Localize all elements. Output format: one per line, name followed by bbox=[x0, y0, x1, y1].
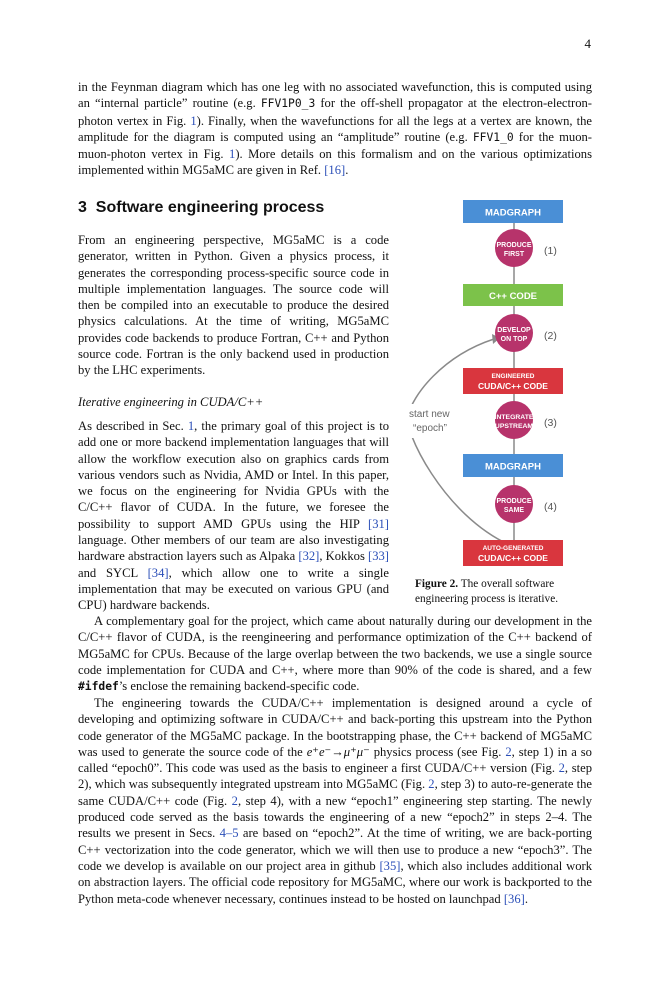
column-paragraph: From an engineering perspective, MG5aMC is a code generator, written in Python. Given a physics process, it generates the corresponding process-specific source code in multiple implementation languages. The source code will then be compiled into an executable to produce the desired physics calculations. At the time of writing, MG5aMC provides code backends to produce Fortran, C++ and Python source code. Fortran is the only backend used in production by the LHC experiments. bbox=[78, 233, 389, 378]
step-circle-label: INTEGRATE bbox=[494, 414, 534, 421]
page-number: 4 bbox=[584, 36, 591, 51]
step-circle-label: SAME bbox=[503, 507, 525, 514]
figure-caption-text: The overall software engineering process is iterative. bbox=[415, 578, 559, 605]
step-number: (2) bbox=[544, 330, 557, 342]
figure-ref-link[interactable]: 2 bbox=[428, 777, 435, 792]
loop-label-start: start new bbox=[409, 409, 450, 420]
section-title-text: Software engineering process bbox=[95, 199, 325, 216]
body-text: language. Other members of our team are also investigating hardware abstraction layers such as Alpaka bbox=[78, 533, 389, 564]
body-text: ’s enclose the remaining backend-specific code. bbox=[118, 679, 360, 694]
step-number: (1) bbox=[544, 245, 557, 257]
body-text: , step 1) in a so called “epoch0”. This code was used as the basis to engineer a first CUDA/C++ version (Fig. bbox=[78, 744, 592, 776]
intro-text: for the off-shell propagator at the electron-electron-photon vertex in Fig. bbox=[78, 96, 592, 128]
step-circle-label: ON TOP bbox=[500, 336, 528, 343]
body-text: A complementary goal for the project, which came about naturally during our development in the C/C++ flavor of CUDA, is the reengineering and performance optimization of the C++ backend of MG5aMC for CPUs. Because of the large overlap between the two backends, we use a single source code implementation for CUDA and C++, where more than 90% of the code is shared, and a few bbox=[78, 614, 592, 677]
section-ref-link[interactable]: 1 bbox=[187, 419, 195, 433]
citation-link[interactable]: [35] bbox=[379, 858, 401, 873]
body-text: , which also includes additional work on abstraction layers. The official code repository for MG5aMC, where our work is backported to the Python meta-code whenever necessary, continues instead to be hosted on launchpad bbox=[78, 858, 592, 906]
citation-link[interactable]: [31] bbox=[368, 516, 389, 531]
step-circle-label: PRODUCE bbox=[496, 242, 532, 249]
auto-generated-box-label: CUDA/C++ CODE bbox=[478, 553, 548, 563]
intro-text: in the Feynman diagram which has one leg with no associated wavefunction, this is computed using an “internal particle” routine (e.g. bbox=[78, 80, 592, 111]
step-circle-label: UPSTREAM bbox=[494, 423, 534, 430]
body-text: and SYCL bbox=[78, 565, 148, 580]
step-circle-label: FIRST bbox=[503, 251, 525, 258]
flowchart-svg bbox=[402, 196, 592, 576]
citation-link[interactable]: [36] bbox=[503, 891, 525, 906]
step-circle-label: DEVELOP bbox=[497, 327, 531, 334]
body-text: . bbox=[524, 891, 528, 906]
body-text: , step 3) to auto-re-generate the same CUDA/C++ code (Fig. bbox=[78, 777, 592, 808]
body-text: are based on “epoch2”. At the time of writing, we are back-porting C++ vectorization into the code generator, which we will then use to produce a new “epoch3”. The code we develop is available on our project area in github bbox=[78, 826, 592, 873]
step-circle-label: PRODUCE bbox=[496, 498, 532, 505]
body-text: , the primary goal of this project is to add one or more backend implementation languages that will allow the workflow execution also on graphics cards from various vendors such as Nvidia, AMD or Intel. In this paper, we focus on the engineering for Nvidia GPUs with the C/C++ flavor of CUDA. In the future, we foresee the possibility to support AMD GPUs using the HIP bbox=[78, 419, 389, 531]
step-number: (4) bbox=[544, 501, 557, 513]
engineered-box-label: CUDA/C++ CODE bbox=[478, 381, 548, 391]
cpp-code-box-label: C++ CODE bbox=[488, 291, 538, 302]
section-number: 3 bbox=[78, 199, 87, 216]
paragraph-4 bbox=[78, 695, 592, 907]
intro-paragraph bbox=[78, 79, 592, 179]
subsection-title: Iterative engineering in CUDA/C++ bbox=[78, 395, 264, 409]
citation-link[interactable]: [16] bbox=[324, 163, 346, 178]
physics-process: e⁺e⁻→μ⁺μ⁻ bbox=[306, 744, 370, 759]
citation-link[interactable]: [34] bbox=[147, 565, 169, 580]
body-text: , step 4), with a new “epoch1” engineering step starting. The newly produced code served as the basis towards the engineering of a new “epoch2” in steps 2–4. The results we present in Secs. bbox=[78, 793, 592, 841]
body-text: , which allow one to write a single implementation that may be executed on various GPU (and CPU) hardware backends. bbox=[78, 565, 389, 613]
code-ffv1: FFV1_0 bbox=[472, 130, 514, 144]
step-number: (3) bbox=[544, 417, 557, 429]
figure-ref-link[interactable]: 1 bbox=[229, 147, 236, 162]
figure-caption bbox=[415, 577, 593, 606]
intro-text: ). Finally, when the wavefunctions for all the legs at a vertex are known, the amplitude for the diagram is computed using an “amplitude” routine (e.g. bbox=[78, 113, 592, 144]
figure-label: Figure 2. bbox=[415, 578, 459, 590]
intro-text: . bbox=[345, 163, 349, 178]
citation-link[interactable]: [33] bbox=[368, 549, 389, 564]
figure-ref-link[interactable]: 2 bbox=[231, 793, 238, 808]
figure-ref-link[interactable]: 2 bbox=[505, 744, 512, 759]
intro-text: ). More details on this formalism and on the various optimizations implemented within MG5aMC are given in Ref. bbox=[78, 147, 592, 178]
figure-2-flowchart bbox=[402, 196, 592, 576]
engineered-box-label: ENGINEERED bbox=[491, 373, 535, 380]
section-ref-link[interactable]: 4–5 bbox=[219, 826, 239, 841]
paragraph-3 bbox=[78, 613, 592, 695]
column-paragraph-2 bbox=[78, 418, 389, 614]
body-text: physics process (see Fig. bbox=[369, 744, 506, 759]
body-text: , Kokkos bbox=[319, 549, 369, 564]
citation-link[interactable]: [32] bbox=[298, 549, 320, 564]
loop-label-epoch: “epoch” bbox=[413, 423, 447, 434]
section-title bbox=[78, 199, 324, 217]
code-ifdef: #ifdef bbox=[78, 680, 119, 694]
figure-ref-link[interactable]: 1 bbox=[190, 113, 197, 128]
figure-ref-link[interactable]: 2 bbox=[558, 761, 565, 776]
body-text: As described in Sec. bbox=[78, 419, 188, 433]
body-text: , step 2), which was subsequently integrated upstream into MG5aMC (Fig. bbox=[78, 761, 592, 792]
auto-generated-box-label: AUTO-GENERATED bbox=[482, 545, 544, 552]
intro-text: for the muon-muon-photon vertex in Fig. bbox=[78, 129, 592, 162]
code-ffv1p0: FFV1P0_3 bbox=[260, 97, 316, 111]
madgraph-box-label: MADGRAPH bbox=[485, 207, 541, 219]
body-text: The engineering towards the CUDA/C++ implementation is designed around a cycle of developing and optimizing software in CUDA/C++ and back-porting this upstream into the Python code generator of the MG5aMC package. In the bootstrapping phase, the C++ backend of MG5aMC was used to generate the source code of the bbox=[78, 696, 592, 759]
madgraph-box-label: MADGRAPH bbox=[485, 461, 541, 473]
